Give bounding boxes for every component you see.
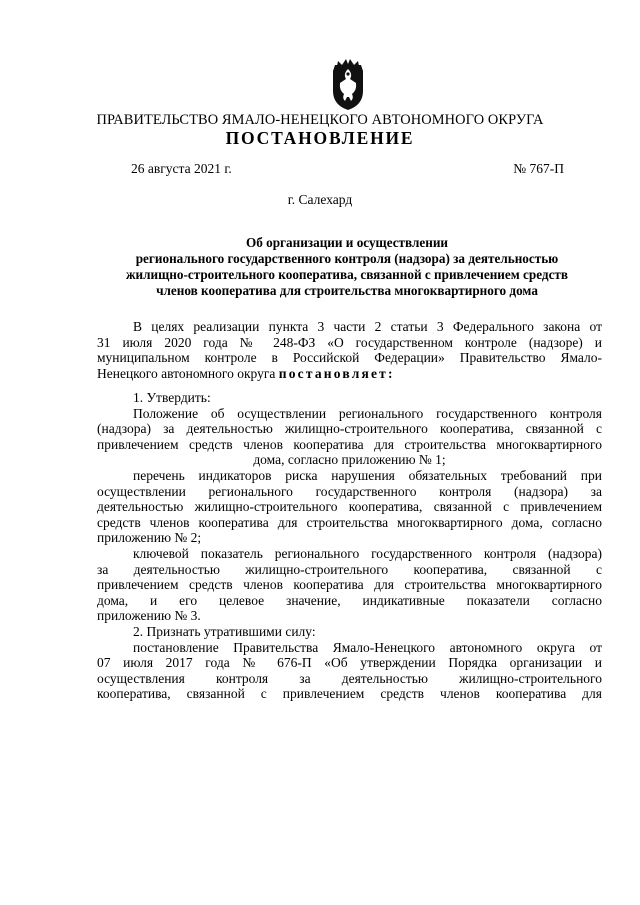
document-city: г. Салехард xyxy=(287,192,353,207)
text-line: деятельностью жилищно-строительного кооператива, связанной с привлечением xyxy=(97,499,602,515)
item-heading: 2. Признать утратившими силу: xyxy=(133,623,316,639)
coat-of-arms-icon xyxy=(327,57,369,111)
document-title: ПОСТАНОВЛЕНИЕ xyxy=(225,128,415,148)
text-line: кооператива, связанной с привлечением средств членов кооператива для xyxy=(97,686,602,702)
text-fragment: Ненецкого автономного округа xyxy=(97,365,276,381)
document-date: 26 августа 2021 г. xyxy=(131,161,232,176)
text-line: привлечением средств членов кооператива для строительства многоквартирного xyxy=(97,436,602,452)
text-line: за деятельностью жилищно-строительного кооператива, связанной с xyxy=(97,561,602,577)
resolves-word: постановляет: xyxy=(278,365,395,381)
text-line: муниципальном контроле в Российской Федерации» Правительство Ямало- xyxy=(97,350,602,366)
item-heading: 1. Утвердить: xyxy=(133,390,211,405)
text-line: приложению № 3. xyxy=(97,608,201,624)
text-line: перечень индикаторов риска нарушения обязательных требований при xyxy=(133,467,602,483)
text-line: приложению № 2; xyxy=(97,530,202,546)
subject-line: регионального государственного контроля (надзора) за деятельностью xyxy=(135,251,559,266)
text-line: осуществлении регионального государственного контроля (надзора) за xyxy=(97,483,602,499)
text-line: привлечением средств членов кооператива для строительства многоквартирного xyxy=(97,577,602,593)
subject-line: Об организации и осуществлении xyxy=(245,235,449,250)
document-number: № 767-П xyxy=(513,161,564,176)
text-line: осуществления контроля за деятельностью жилищно-строительного xyxy=(97,670,602,686)
subject-line: членов кооператива для строительства многоквартирного дома xyxy=(156,283,538,298)
text-line: 07 июля 2017 года № 676-П «Об утверждении Порядка организации и xyxy=(97,655,602,671)
text-line xyxy=(97,366,602,382)
text-line: ключевой показатель регионального государственного контроля (надзора) xyxy=(133,545,602,561)
text-line: постановление Правительства Ямало-Ненецкого автономного округа от xyxy=(133,639,602,655)
text-line: дома, и его целевое значение, индикативные показатели согласно xyxy=(97,592,602,608)
government-name: ПРАВИТЕЛЬСТВО ЯМАЛО-НЕНЕЦКОГО АВТОНОМНОГО ОКРУГА xyxy=(96,112,544,128)
text-line: (надзора) за деятельностью жилищно-строительного кооператива, связанной с xyxy=(97,421,602,437)
text-line: средств членов кооператива для строительства многоквартирного дома, согласно xyxy=(97,514,602,530)
text-line: В целях реализации пункта 3 части 2 статьи 3 Федерального закона от xyxy=(133,319,602,334)
subject-line: жилищно-строительного кооператива, связанной с привлечением средств xyxy=(125,267,569,282)
preamble xyxy=(97,319,602,381)
text-line: дома, согласно приложению № 1; xyxy=(253,452,446,468)
text-line: 31 июля 2020 года № 248-ФЗ «О государственном контроле (надзоре) и xyxy=(97,334,602,350)
item-1 xyxy=(97,390,602,702)
text-line: Положение об осуществлении регионального государственного контроля xyxy=(133,405,602,421)
document-subject xyxy=(82,235,612,299)
